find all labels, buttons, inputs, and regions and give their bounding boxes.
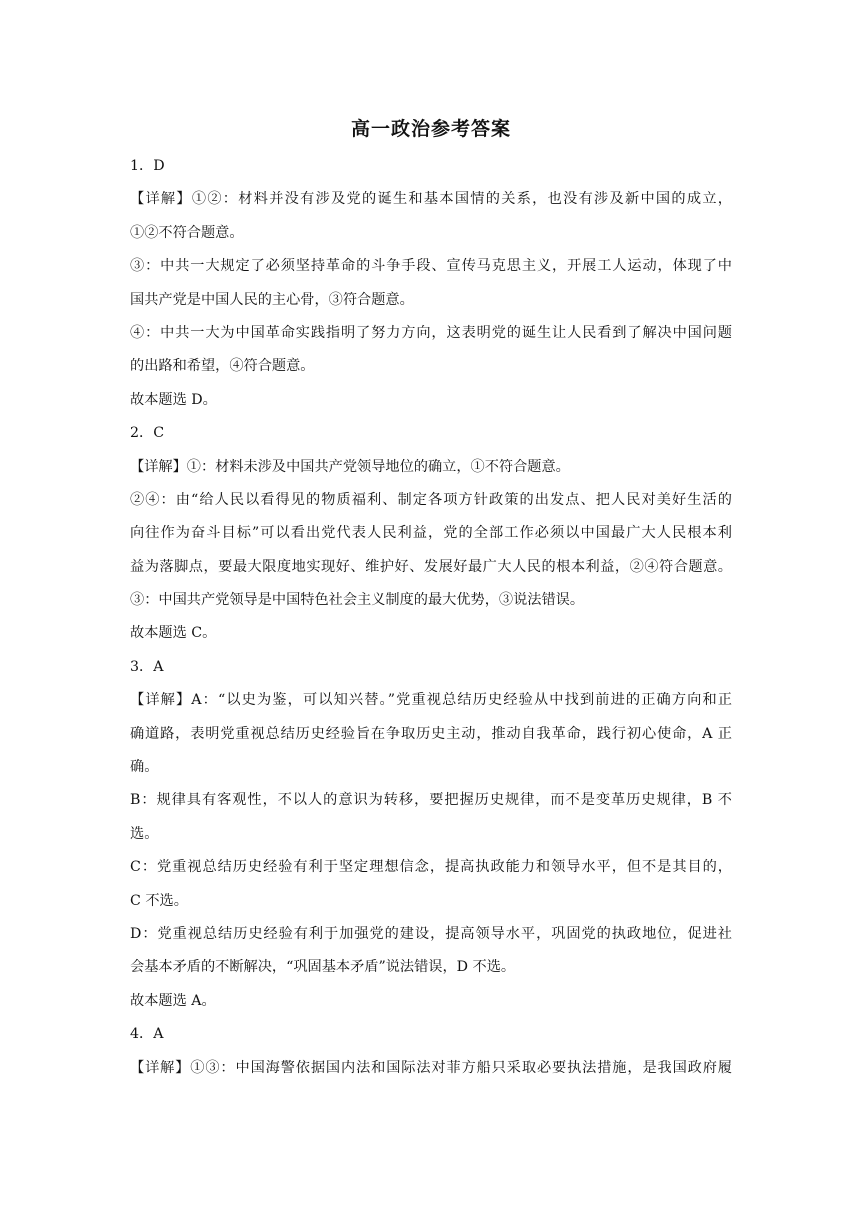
text-line: ①②不符合题意。 bbox=[130, 224, 244, 241]
text-line: 故本题选 C。 bbox=[130, 625, 217, 642]
text-line: ②④：由“给人民以看得见的物质福利、制定各项方针政策的出发点、把人民对美好生活的 bbox=[130, 491, 732, 508]
text-line: 的出路和希望，④符合题意。 bbox=[130, 358, 315, 375]
text-line: C 不选。 bbox=[130, 892, 188, 909]
page-title: 高一政治参考答案 bbox=[350, 118, 511, 140]
text-line: ④：中共一大为中国革命实践指明了努力方向，这表明党的诞生让人民看到了解决中国问题 bbox=[130, 324, 732, 341]
text-line: 【详解】①③：中国海警依据国内法和国际法对菲方船只采取必要执法措施，是我国政府履 bbox=[130, 1059, 732, 1076]
text-line: 确道路，表明党重视总结历史经验旨在争取历史主动，推动自我革命，践行初心使命，A 正 bbox=[130, 725, 732, 742]
text-line: 国共产党是中国人民的主心骨，③符合题意。 bbox=[130, 291, 414, 308]
text-line: ③：中共一大规定了必须坚持革命的斗争手段、宣传马克思主义，开展工人运动，体现了中 bbox=[130, 258, 732, 275]
text-line: 【详解】①：材料未涉及中国共产党领导地位的确立，①不符合题意。 bbox=[130, 458, 570, 475]
text-line: 确。 bbox=[130, 759, 159, 776]
text-line: 4．A bbox=[130, 1026, 164, 1043]
text-line: 选。 bbox=[130, 825, 159, 842]
text-line: C：党重视总结历史经验有利于坚定理想信念，提高执政能力和领导水平，但不是其目的， bbox=[130, 859, 732, 876]
text-line: 向往作为奋斗目标”可以看出党代表人民利益，党的全部工作必须以中国最广大人民根本利 bbox=[130, 525, 732, 542]
text-line: 益为落脚点，要最大限度地实现好、维护好、发展好最广大人民的根本利益，②④符合题意。 bbox=[130, 558, 732, 575]
text-line: 3．A bbox=[130, 658, 164, 675]
text-line: 【详解】①②：材料并没有涉及党的诞生和基本国情的关系，也没有涉及新中国的成立， bbox=[130, 191, 732, 208]
text-line: D：党重视总结历史经验有利于加强党的建设，提高领导水平，巩固党的执政地位，促进社 bbox=[130, 925, 732, 942]
text-line: ③：中国共产党领导是中国特色社会主义制度的最大优势，③说法错误。 bbox=[130, 592, 585, 609]
text-line: 2．C bbox=[130, 425, 165, 442]
answer-body bbox=[130, 150, 732, 1085]
text-line: 会基本矛盾的不断解决，“巩固基本矛盾”说法错误，D 不选。 bbox=[130, 959, 516, 976]
text-line: 1．D bbox=[130, 158, 165, 174]
text-line: 【详解】A：“以史为鉴，可以知兴替。”党重视总结历史经验从中找到前进的正确方向和正 bbox=[130, 692, 732, 709]
text-line: B：规律具有客观性，不以人的意识为转移，要把握历史规律，而不是变革历史规律，B 不 bbox=[130, 792, 732, 809]
text-line: 故本题选 A。 bbox=[130, 992, 216, 1009]
answer-document bbox=[130, 112, 732, 1085]
text-line: 故本题选 D。 bbox=[130, 391, 217, 408]
